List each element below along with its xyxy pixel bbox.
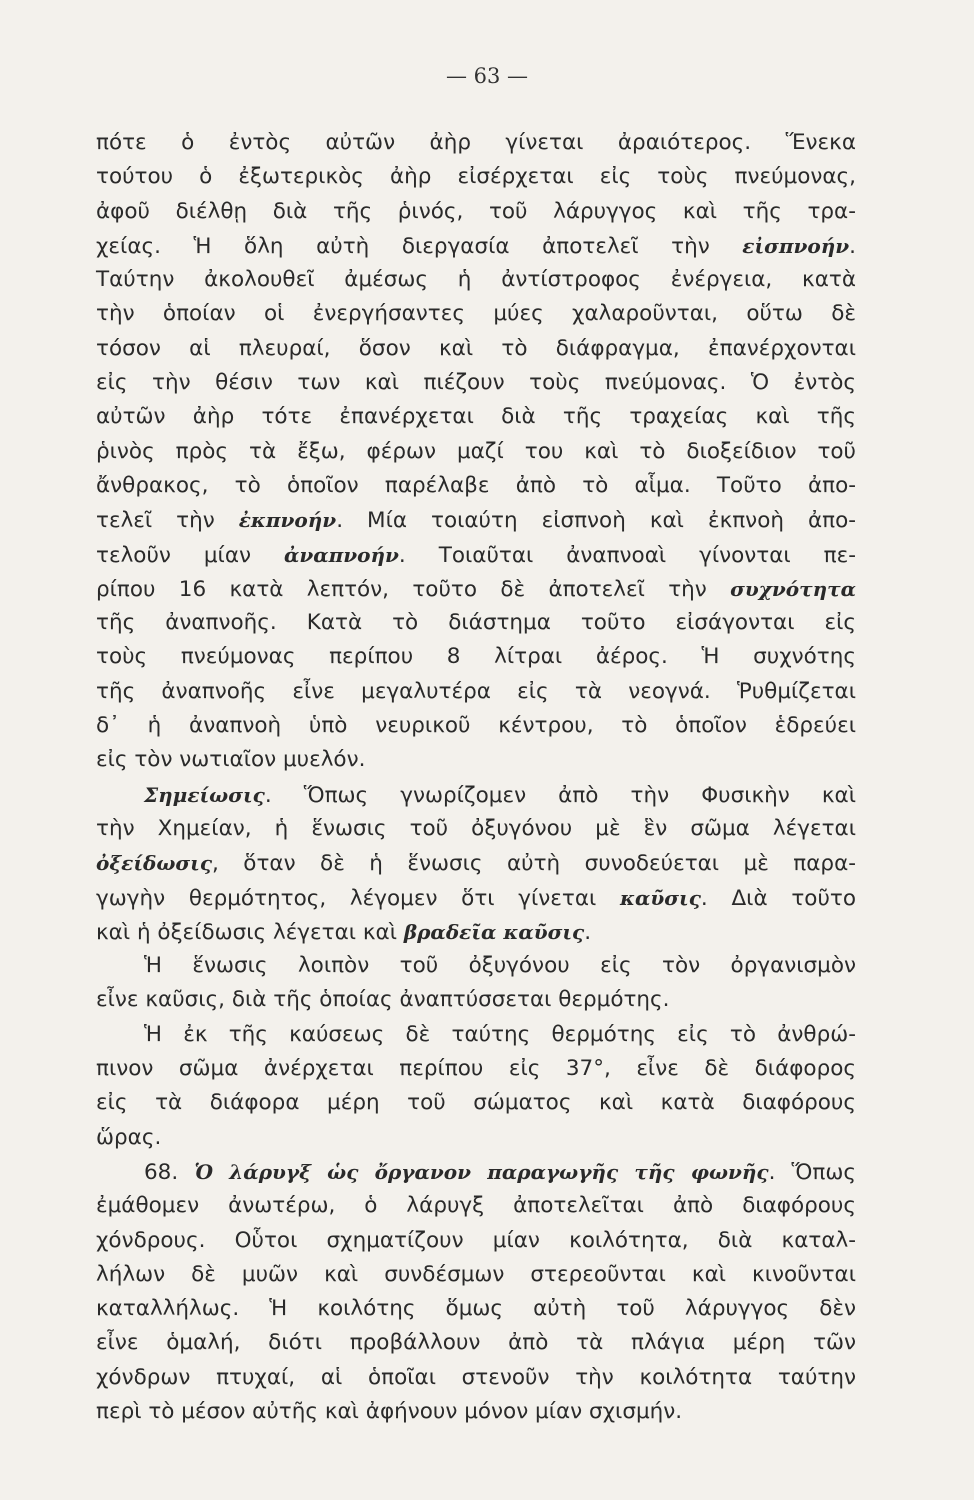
page-number: — 63 — <box>445 64 529 88</box>
text-segment: πινον σῶμα ἀνέρχεται περίπου εἰς 37°, εἶνε δὲ διάφορος <box>96 1056 856 1082</box>
text-line <box>96 297 856 331</box>
text-segment: Ἡ ἕνωσις λοιπὸν τοῦ ὀξυγόνου εἰς τὸν ὀργανισμὸν <box>144 953 856 979</box>
text-segment: εἰς τὸν νωτιαῖον μυελόν. <box>96 747 366 773</box>
text-segment: . Τοιαῦται ἀναπνοαὶ γίνονται πε- <box>398 542 856 568</box>
text-segment: τελεῖ τὴν <box>96 508 239 534</box>
text-segment: εἶνε καῦσις, διὰ τῆς ὁποίας ἀναπτύσσεται θερμότης. <box>96 987 670 1013</box>
text-line <box>96 983 856 1017</box>
text-segment: . <box>849 233 856 259</box>
text-line <box>96 1292 856 1326</box>
text-segment: εἰς τὴν θέσιν των καὶ πιέζουν τοὺς πνεύμονας. Ὁ ἐντὸς <box>96 370 856 396</box>
text-line <box>96 1052 856 1086</box>
text-line <box>96 846 856 880</box>
text-segment: τόσον αἱ πλευραί, ὅσον καὶ τὸ διάφραγμα, ἐπανέρχονται <box>96 335 856 361</box>
emphasized-term: ἐκπνοήν <box>238 508 337 533</box>
text-segment: τῆς ἀναπνοῆς εἶνε μεγαλυτέρα εἰς τὰ νεογνά. Ῥυθμίζεται <box>96 678 856 704</box>
text-segment: χόνδρους. Οὗτοι σχηματίζουν μίαν κοιλότητα, διὰ καταλ- <box>96 1227 856 1253</box>
text-segment: περὶ τὸ μέσον αὐτῆς καὶ ἀφήνουν μόνον μίαν σχισμήν. <box>96 1398 683 1424</box>
text-line <box>96 1326 856 1360</box>
text-line <box>96 332 856 366</box>
text-line <box>96 640 856 674</box>
text-segment: ἄνθρακος, τὸ ὁποῖον παρέλαβε ἀπὸ τὸ αἷμα. Τοῦτο ἀπο- <box>96 472 856 498</box>
text-segment: . Διὰ τοῦτο <box>700 885 856 911</box>
text-line <box>96 743 856 777</box>
text-segment: . Ὅπως γνωρίζομεν ἀπὸ τὴν Φυσικὴν καὶ <box>264 782 856 808</box>
text-line <box>96 1189 856 1223</box>
text-segment: εἰς τὰ διάφορα μέρη τοῦ σώματος καὶ κατὰ διαφόρους <box>96 1090 856 1116</box>
text-line <box>96 195 856 229</box>
emphasized-term: εἰσπνοήν <box>742 233 850 258</box>
text-segment: , ὅταν δὲ ἡ ἕνωσις αὐτὴ συνοδεύεται μὲ παρα- <box>212 851 856 877</box>
text-segment: τούτου ὁ ἐξωτερικὸς ἀὴρ εἰσέρχεται εἰς τοὺς πνεύμονας, <box>96 164 856 190</box>
text-line <box>96 435 856 469</box>
text-line <box>96 538 856 572</box>
text-segment: τῆς ἀναπνοῆς. Κατὰ τὸ διάστημα τοῦτο εἰσάγονται εἰς <box>96 610 856 636</box>
emphasized-term: καῦσις <box>620 885 701 910</box>
text-segment: γωγὴν θερμότητος, λέγομεν ὅτι γίνεται <box>96 885 621 911</box>
text-line <box>96 915 856 949</box>
text-line <box>96 1395 856 1429</box>
text-line <box>96 126 856 160</box>
text-line <box>96 1155 856 1189</box>
text-line <box>96 1086 856 1120</box>
text-segment: πότε ὁ ἐντὸς αὐτῶν ἀὴρ γίνεται ἀραιότερος. Ἕνεκα <box>96 130 856 155</box>
text-segment: εἶνε ὁμαλή, διότι προβάλλουν ἀπὸ τὰ πλάγια μέρη τῶν <box>96 1330 856 1356</box>
text-line <box>96 1361 856 1395</box>
text-segment: τοὺς πνεύμονας περίπου 8 λίτραι ἀέρος. Ἡ συχνότης <box>96 644 856 670</box>
emphasized-term: συχνότητα <box>730 576 856 601</box>
text-segment: 68. <box>144 1159 195 1185</box>
text-line <box>96 400 856 434</box>
body-text <box>96 126 856 1429</box>
text-segment: . Μία τοιαύτη εἰσπνοὴ καὶ ἐκπνοὴ ἀπο- <box>336 508 856 534</box>
text-line <box>96 675 856 709</box>
text-segment: χόνδρων πτυχαί, αἱ ὁποῖαι στενοῦν τὴν κοιλότητα ταύτην <box>96 1364 856 1390</box>
text-line <box>96 812 856 846</box>
text-segment: καὶ ἡ ὀξείδωσις λέγεται καὶ <box>96 919 404 945</box>
text-segment: ῥινὸς πρὸς τὰ ἔξω, φέρων μαζί του καὶ τὸ διοξείδιον τοῦ <box>96 438 856 464</box>
text-line <box>96 1121 856 1155</box>
text-line <box>96 1018 856 1052</box>
text-segment: ρίπου 16 κατὰ λεπτόν, τοῦτο δὲ ἀποτελεῖ τὴν <box>96 576 731 602</box>
text-line <box>96 949 856 983</box>
text-segment: ἐμάθομεν ἀνωτέρω, ὁ λάρυγξ ἀποτελεῖται ἀπὸ διαφόρους <box>96 1193 856 1219</box>
text-line <box>96 1258 856 1292</box>
text-segment: αὐτῶν ἀὴρ τότε ἐπανέρχεται διὰ τῆς τραχείας καὶ τῆς <box>96 404 856 430</box>
text-line <box>96 263 856 297</box>
emphasized-term: Ὁ λάρυγξ ὡς ὄργανον παραγωγῆς τῆς φωνῆς <box>194 1159 769 1184</box>
text-line <box>96 366 856 400</box>
text-segment: λήλων δὲ μυῶν καὶ συνδέσμων στερεοῦνται καὶ κινοῦνται <box>96 1261 856 1287</box>
emphasized-term: Σημείωσις <box>144 782 265 807</box>
text-segment: ὥρας. <box>96 1124 162 1150</box>
emphasized-term: ἀναπνοήν <box>283 542 399 567</box>
text-line <box>96 881 856 915</box>
text-line <box>96 160 856 194</box>
emphasized-term: ὀξείδωσις <box>96 851 213 876</box>
text-line <box>96 606 856 640</box>
text-segment: ἀφοῦ διέλθῃ διὰ τῆς ῥινός, τοῦ λάρυγγος καὶ τῆς τρα- <box>96 198 856 224</box>
text-segment: Ταύτην ἀκολουθεῖ ἀμέσως ἡ ἀντίστροφος ἐνέργεια, κατὰ <box>96 267 856 293</box>
text-line <box>96 709 856 743</box>
text-segment: Ἡ ἐκ τῆς καύσεως δὲ ταύτης θερμότης εἰς τὸ ἀνθρώ- <box>144 1021 856 1047</box>
text-line <box>96 778 856 812</box>
text-segment: τὴν Χημείαν, ἡ ἕνωσις τοῦ ὀξυγόνου μὲ ἓν σῶμα λέγεται <box>96 815 856 841</box>
text-line <box>96 229 856 263</box>
text-line <box>96 572 856 606</box>
text-line <box>96 1224 856 1258</box>
text-segment: . <box>584 919 592 945</box>
text-segment: καταλλήλως. Ἡ κοιλότης ὅμως αὐτὴ τοῦ λάρυγγος δὲν <box>96 1296 856 1322</box>
text-segment: τελοῦν μίαν <box>96 542 284 568</box>
emphasized-term: βραδεῖα καῦσις <box>403 919 585 944</box>
text-line <box>96 503 856 537</box>
text-segment: τὴν ὁποίαν οἱ ἐνεργήσαντες μύες χαλαροῦνται, οὕτω δὲ <box>96 301 856 327</box>
text-segment: χείας. Ἡ ὅλη αὐτὴ διεργασία ἀποτελεῖ τὴν <box>96 233 743 259</box>
text-segment: δ᾽ ἡ ἀναπνοὴ ὑπὸ νευρικοῦ κέντρου, τὸ ὁποῖον ἑδρεύει <box>96 713 856 739</box>
text-segment: . Ὅπως <box>768 1159 856 1185</box>
text-line <box>96 469 856 503</box>
